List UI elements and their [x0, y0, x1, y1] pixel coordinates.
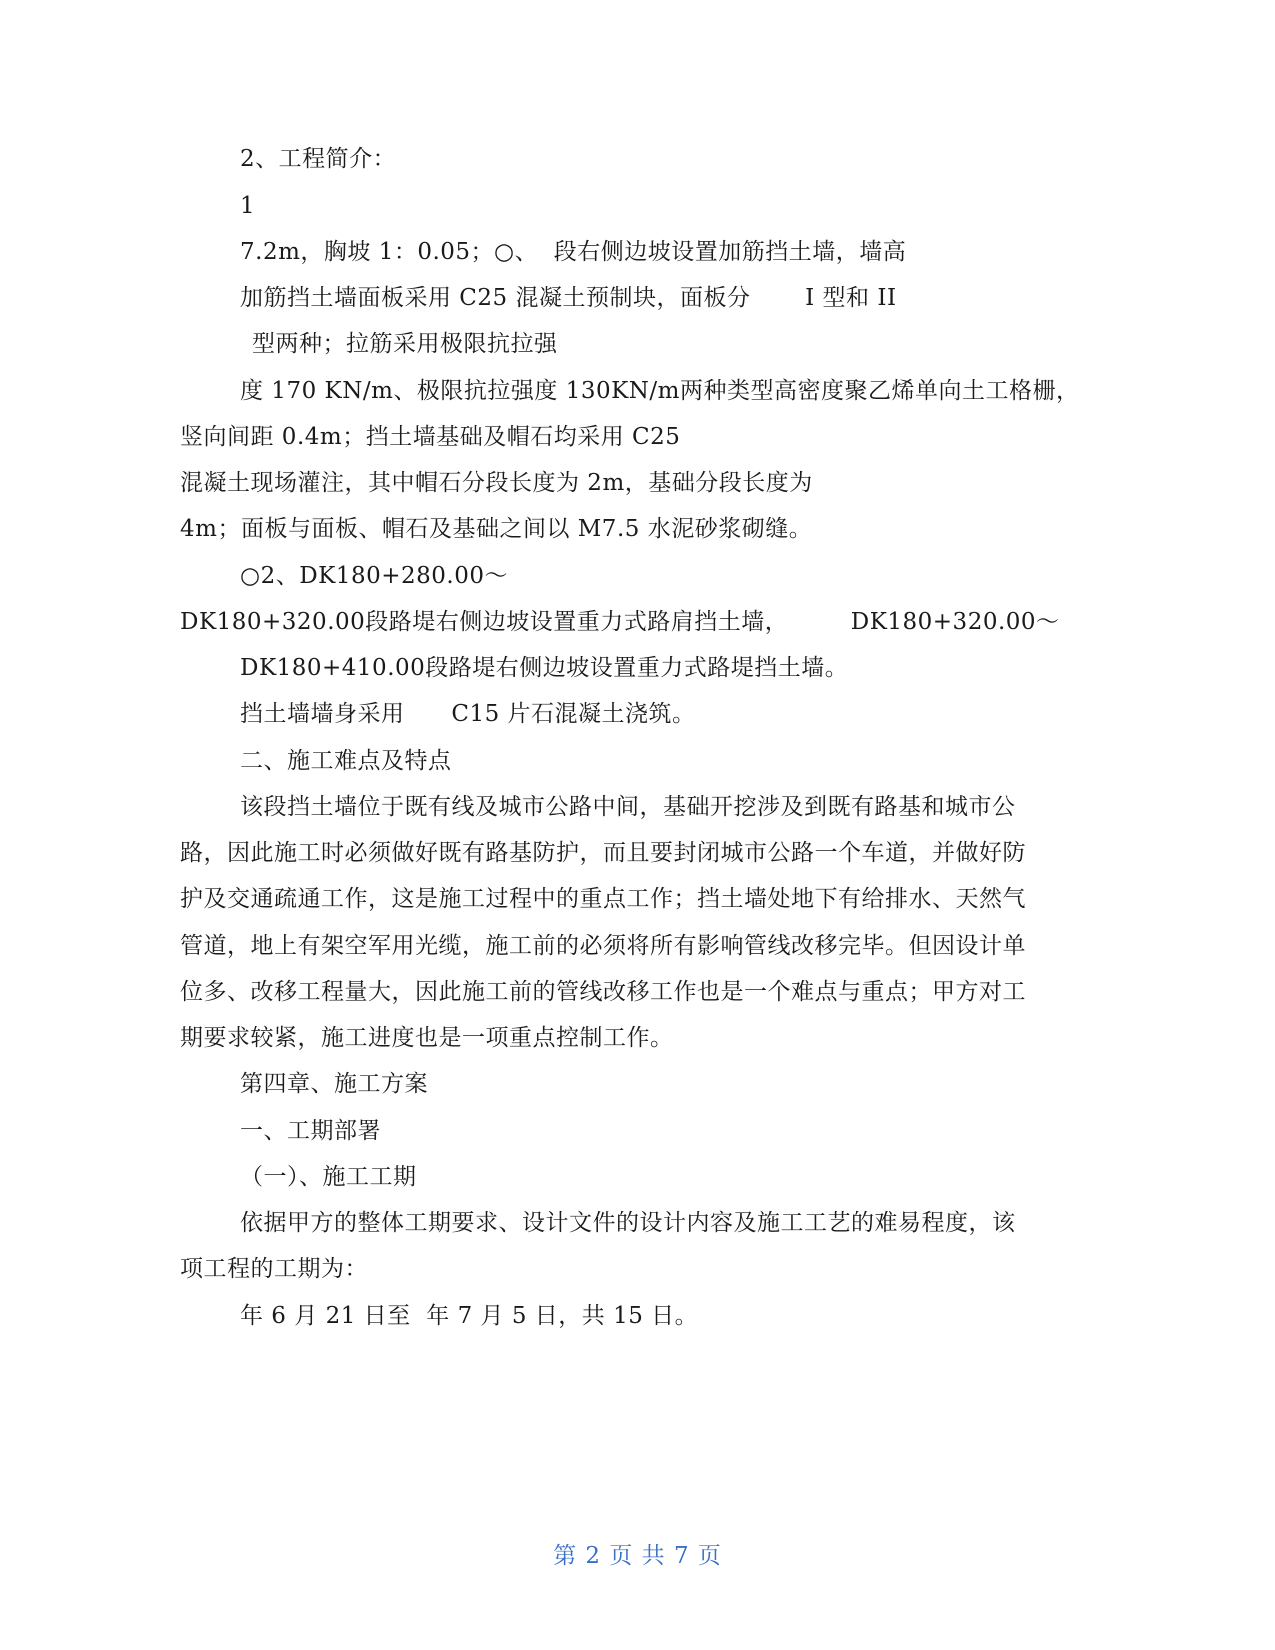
paragraph-line: 期要求较紧，施工进度也是一项重点控制工作。 — [180, 1025, 674, 1051]
text-line: 度 170 KN/m、极限抗拉强度 130KN/m两种类型高密度聚乙烯单向土工格栅， — [240, 378, 1080, 404]
paragraph-line: 护及交通疏通工作，这是施工过程中的重点工作；挡土墙处地下有给排水、天然气 — [180, 886, 1026, 912]
text-line: DK180+410.00段路堤右侧边坡设置重力式路堤挡土墙。 — [240, 655, 849, 681]
paragraph-line: 路，因此施工时必须做好既有路基防护，而且要封闭城市公路一个车道，并做好防 — [180, 840, 1026, 866]
text-line: 加筋挡土墙面板采用 C25 混凝土预制块，面板分 I 型和 II — [240, 285, 897, 311]
text-line: 挡土墙墙身采用 C15 片石混凝土浇筑。 — [240, 701, 696, 727]
paragraph-line: 项工程的工期为： — [180, 1256, 368, 1282]
paragraph-line: 位多、改移工程量大，因此施工前的管线改移工作也是一个难点与重点；甲方对工 — [180, 979, 1026, 1005]
text-line: 混凝土现场灌注，其中帽石分段长度为 2m，基础分段长度为 — [180, 470, 813, 496]
subsection-heading: （一）、施工工期 — [240, 1164, 417, 1190]
text-line: 7.2m，胸坡 1：0.05；○、 段右侧边坡设置加筋挡土墙，墙高 — [240, 239, 907, 265]
text-line: DK180+320.00段路堤右侧边坡设置重力式路肩挡土墙， DK180+320.00～ — [180, 609, 1060, 635]
paragraph-line: 年 6 月 21 日至 年 7 月 5 日，共 15 日。 — [240, 1303, 699, 1329]
chapter-heading: 第四章、施工方案 — [240, 1071, 428, 1097]
text-line: 4m；面板与面板、帽石及基础之间以 M7.5 水泥砂浆砌缝。 — [180, 516, 813, 542]
paragraph-line: 该段挡土墙位于既有线及城市公路中间，基础开挖涉及到既有路基和城市公 — [240, 794, 1016, 820]
text-line: 1 — [240, 193, 256, 219]
section-heading-schedule: 一、工期部署 — [240, 1118, 381, 1144]
paragraph-line: 依据甲方的整体工期要求、设计文件的设计内容及施工工艺的难易程度，该 — [240, 1210, 1016, 1236]
page-number-footer: 第 2 页 共 7 页 — [553, 1543, 722, 1569]
section-heading-difficulties: 二、施工难点及特点 — [240, 748, 452, 774]
text-line: ○2、DK180+280.00～ — [240, 563, 508, 589]
paragraph-line: 管道，地上有架空军用光缆，施工前的必须将所有影响管线改移完毕。但因设计单 — [180, 933, 1026, 959]
section-heading-project-intro: 2、工程简介： — [240, 146, 397, 172]
text-line: 型两种；拉筋采用极限抗拉强 — [252, 331, 558, 357]
text-line: 竖向间距 0.4m；挡土墙基础及帽石均采用 C25 — [180, 424, 681, 450]
